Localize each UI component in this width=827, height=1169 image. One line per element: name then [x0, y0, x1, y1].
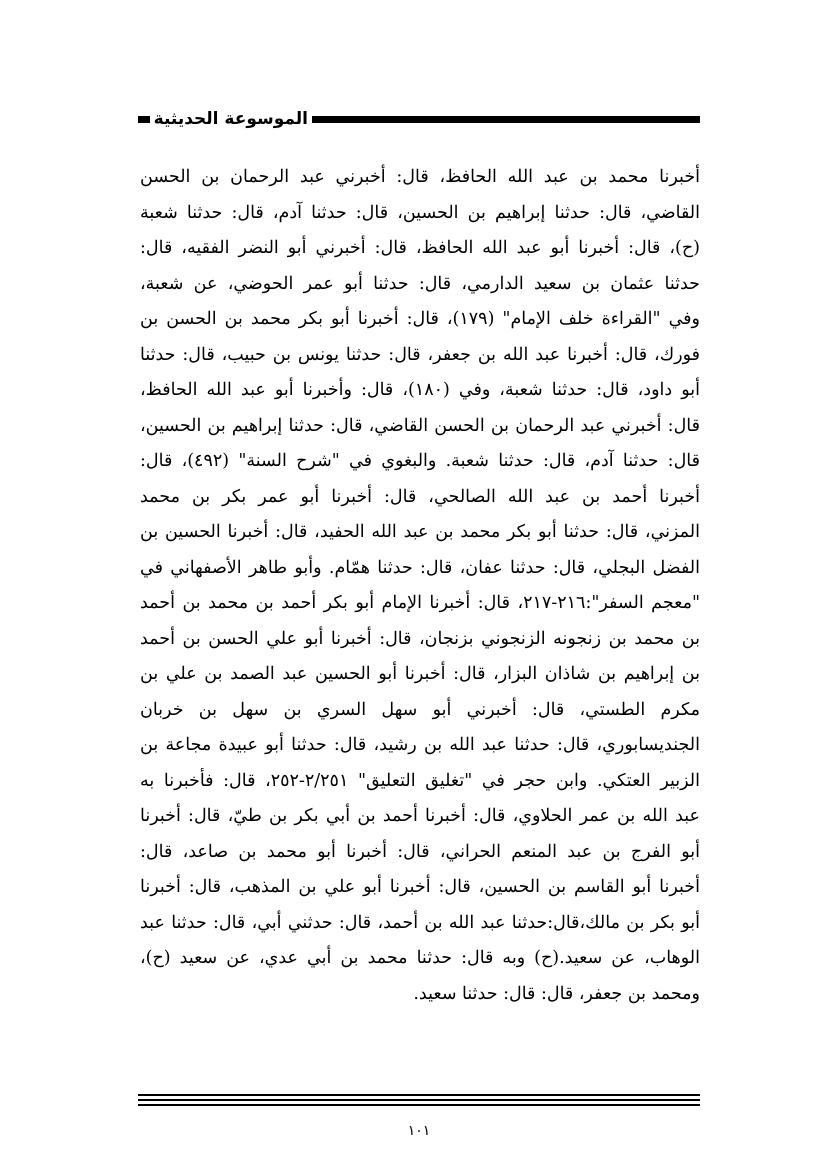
text-line: بن إبراهيم بن شاذان البزار، قال: أخبرنا أبو الحسين عبد الصمد بن علي بن — [140, 664, 700, 684]
body-text — [140, 160, 700, 1012]
text-line: أخبرنا أحمد بن عبد الله الصالحي، قال: أخبرنا أبو عمر بكر بن محمد — [140, 486, 700, 507]
page-number: ١٠١ — [407, 1123, 431, 1139]
text-line: الوهاب، عن سعيد.(ح) وبه قال: حدثنا محمد بن أبي عدي، عن سعيد (ح)، — [140, 948, 700, 968]
text-line: وفي "القراءة خلف الإمام" (١٧٩)، قال: أخبرنا أبو بكر محمد بن الحسن بن — [140, 309, 700, 329]
text-line: فورك، قال: أخبرنا عبد الله بن جعفر، قال: حدثنا يونس بن حبيب، قال: حدثنا — [140, 344, 700, 365]
text-line: أخبرنا أبو القاسم بن الحسين، قال: أخبرنا أبو علي بن المذهب، قال: أخبرنا — [140, 877, 700, 897]
text-line: الفضل البجلي، قال: حدثنا عفان، قال: حدثنا همّام. وأبو طاهر الأصفهاني في — [140, 557, 700, 578]
page-title: الموسوعة الحديثية — [150, 109, 312, 129]
text-line: مكرم الطستي، قال: أخبرني أبو سهل السري بن سهل بن خربان — [140, 699, 700, 720]
text-line: قال: حدثنا آدم، قال: حدثنا شعبة. والبغوي في "شرح السنة" (٤٩٢)، قال: — [140, 451, 700, 471]
text-line: عبد الله بن عمر الحلاوي، قال: أخبرنا أحمد بن أبي بكر بن طيّ، قال: أخبرنا — [140, 806, 700, 826]
text-line: الجنديسابوري، قال: حدثنا عبد الله بن رشيد، قال: حدثنا أبو عبيدة مجاعة بن — [140, 735, 700, 755]
text-line: القاضي، قال: حدثنا إبراهيم بن الحسين، قال: حدثنا آدم، قال: حدثنا شعبة — [140, 202, 700, 223]
text-line: (ح)، قال: أخبرنا أبو عبد الله الحافظ، قال: أخبرني أبو النضر الفقيه، قال: — [140, 238, 700, 258]
text-line: أبو الفرج بن عبد المنعم الحراني، قال: أخبرنا أبو محمد بن صاعد، قال: — [140, 841, 700, 862]
text-line: ومحمد بن جعفر، قال: قال: حدثنا سعيد. — [413, 983, 700, 1004]
text-line: أبو بكر بن مالك،قال:حدثنا عبد الله بن أحمد، قال: حدثني أبي، قال: حدثنا عبد — [140, 912, 700, 933]
text-line: حدثنا عثمان بن سعيد الدارمي، قال: حدثنا أبو عمر الحوضي، عن شعبة، — [140, 273, 700, 294]
text-line: المزني، قال: حدثنا أبو بكر محمد بن عبد الله الحفيد، قال: أخبرنا الحسين بن — [140, 522, 700, 542]
text-line: "معجم السفر":٢١٦-٢١٧، قال: أخبرنا الإمام أبو بكر أحمد بن محمد بن أحمد — [140, 593, 700, 613]
text-line: أخبرنا محمد بن عبد الله الحافظ، قال: أخبرني عبد الرحمان بن الحسن — [140, 167, 700, 187]
footer-rule-bottom — [138, 1104, 700, 1106]
footer-rule-middle — [138, 1099, 700, 1101]
footer-rule-top — [138, 1094, 700, 1096]
text-line: الزبير العتكي. وابن حجر في "تغليق التعليق" ٢/٢٥١-٢٥٢، قال: فأخبرنا به — [140, 770, 700, 791]
text-line: أبو داود، قال: حدثنا شعبة، وفي (١٨٠)، قال: وأخبرنا أبو عبد الله الحافظ، — [140, 380, 700, 400]
page-header — [138, 109, 700, 132]
text-line: قال: أخبرني عبد الرحمان بن الحسن القاضي، قال: حدثنا إبراهيم بن الحسين، — [140, 415, 700, 436]
header-rule-right — [316, 116, 700, 123]
text-line: بن محمد بن زنجونه الزنجوني بزنجان، قال: أخبرنا أبو علي الحسن بن أحمد — [140, 628, 700, 649]
